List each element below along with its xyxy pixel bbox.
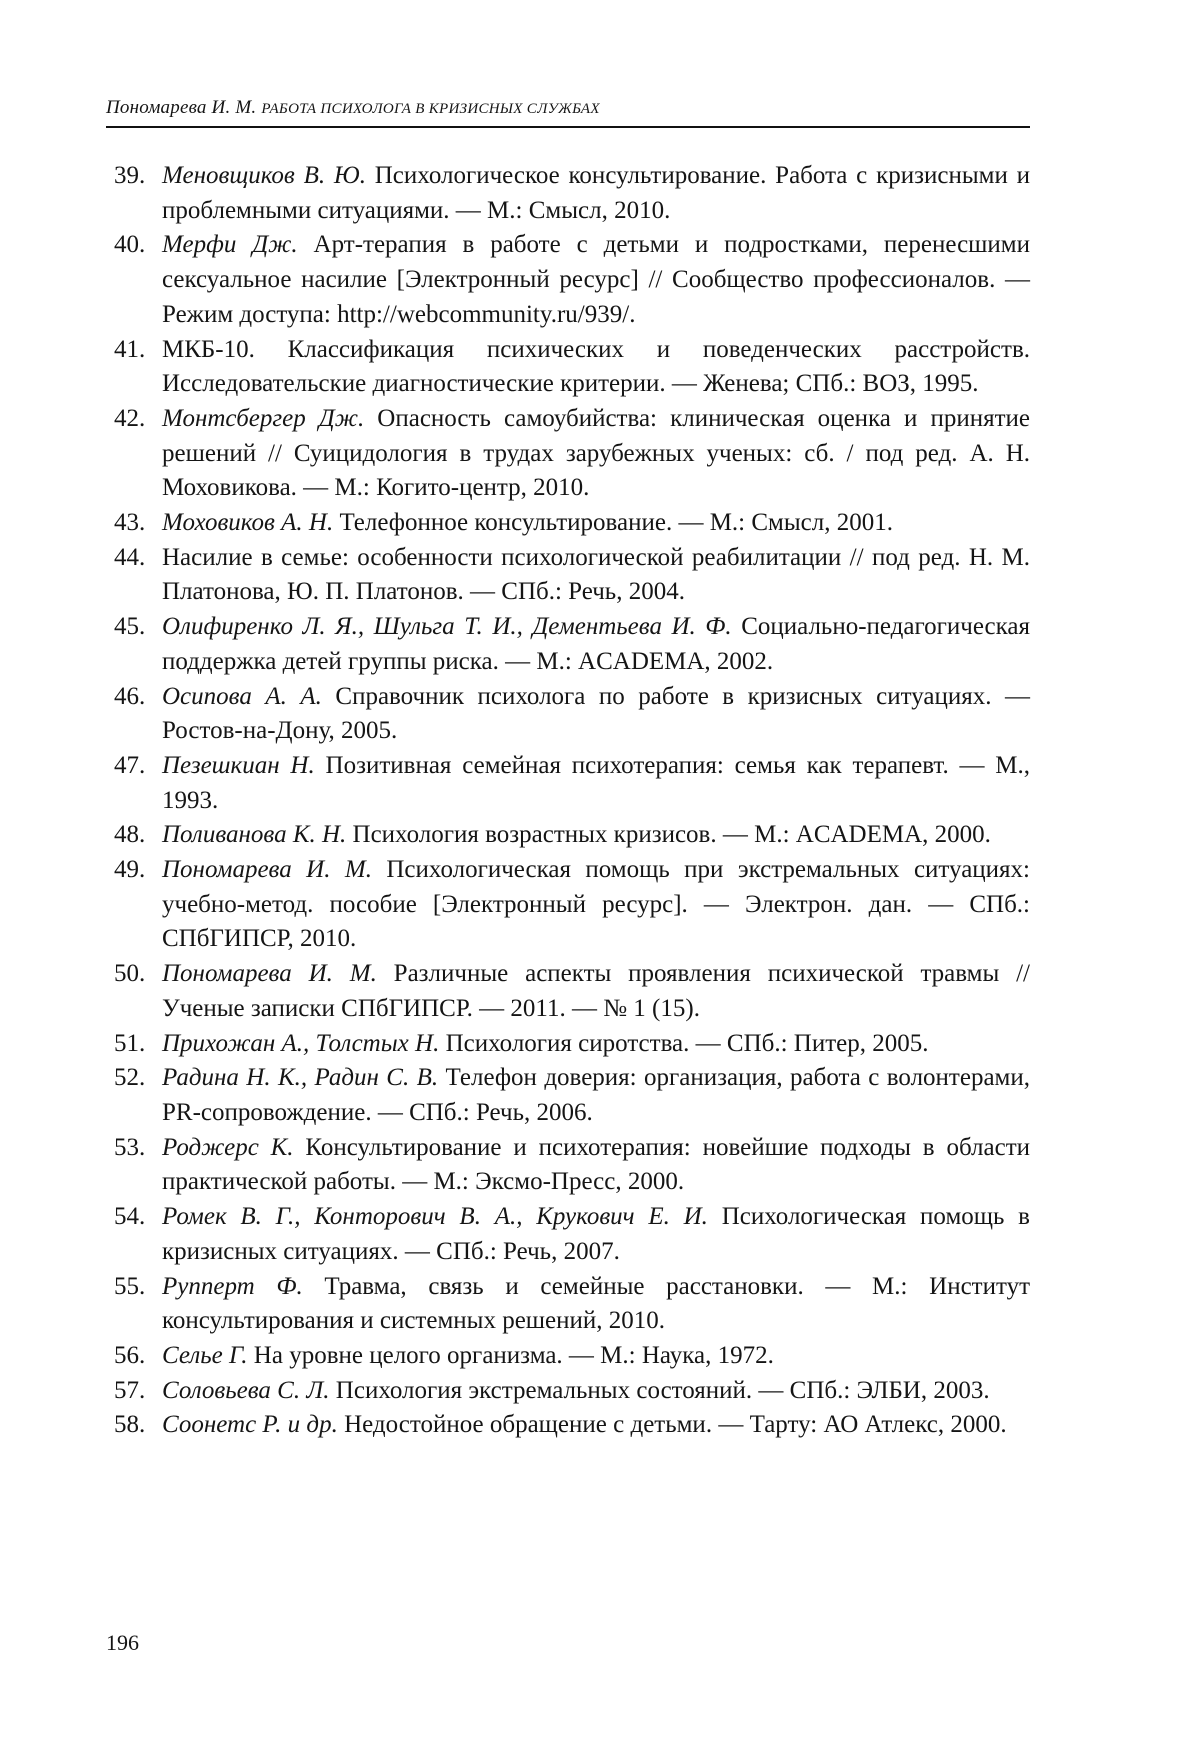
bibliography-entry [106, 1374, 1030, 1409]
entry-text: Психология сиротства. — СПб.: Питер, 2005. [439, 1029, 929, 1057]
entry-author: Рупперт Ф. [162, 1272, 303, 1300]
entry-number: 52. [114, 1064, 146, 1092]
entry-number: 44. [114, 543, 146, 571]
entry-author: Меновщиков В. Ю. [162, 162, 366, 189]
entry-text: Арт-терапия в работе с детьми и подростками, перенесшими сексуальное насилие [Электронный ресурс] // Сообщество профессионалов. — Режим доступа: http://webcommunity.ru/939/. [162, 231, 1030, 328]
bibliography-entry [106, 402, 1030, 506]
entry-number: 53. [114, 1133, 146, 1161]
bibliography-entry [106, 957, 1030, 1026]
bibliography-entry [106, 680, 1030, 749]
bibliography-entry [106, 818, 1030, 853]
entry-text: Опасность самоубийства: клиническая оценка и принятие решений // Суицидология в трудах зарубежных ученых: сб. / под ред. А. Н. Моховикова. — М.: Когито-центр, 2010. [162, 404, 1030, 502]
entry-number: 55. [114, 1272, 146, 1300]
entry-text: На уровне целого организма. — М.: Наука, 1972. [247, 1341, 774, 1369]
bibliography-entry [106, 1131, 1030, 1200]
entry-number: 57. [114, 1376, 146, 1404]
entry-number: 43. [114, 509, 146, 537]
entry-text: Психологическая помощь в кризисных ситуациях. — СПб.: Речь, 2007. [162, 1203, 1030, 1265]
bibliography-entry [106, 749, 1030, 818]
bibliography-entry [106, 228, 1030, 332]
entry-number: 39. [114, 162, 146, 189]
entry-author: Ромек В. Г., Конторович В. А., Крукович Е. И. [162, 1203, 708, 1231]
entry-text: Психологическое консультирование. Работа с кризисными и проблемными ситуациями. — М.: Смысл, 2010. [162, 162, 1030, 224]
entry-number: 56. [114, 1341, 146, 1369]
entry-author: Мерфи Дж. [162, 231, 298, 259]
bibliography-entry [106, 1200, 1030, 1269]
entry-number: 49. [114, 856, 146, 884]
entry-author: Селье Г. [162, 1341, 248, 1369]
header-title: РАБОТА ПСИХОЛОГА В КРИЗИСНЫХ СЛУЖБАХ [261, 101, 600, 117]
entry-text: Психологическая помощь при экстремальных ситуациях: учебно-метод. пособие [Электронный ресурс]. — Электрон. дан. — СПб.: СПбГИПСР, 2010. [162, 856, 1030, 953]
page-number: 196 [106, 1630, 139, 1655]
bibliography-entry [106, 1408, 1030, 1443]
entry-number: 54. [114, 1203, 146, 1231]
entry-author: Прихожан А., Толстых Н. [162, 1029, 440, 1057]
entry-author: Соонетс Р. и др. [162, 1411, 338, 1439]
bibliography-entry [106, 1339, 1030, 1374]
bibliography-entry [106, 1061, 1030, 1130]
entry-author: Соловьева С. Л. [162, 1376, 330, 1404]
entry-number: 47. [114, 751, 146, 779]
entry-number: 50. [114, 960, 146, 988]
bibliography-entry [106, 159, 1030, 228]
entry-author: Пезешкиан Н. [162, 751, 315, 779]
entry-text: Психология экстремальных состояний. — СПб.: ЭЛБИ, 2003. [329, 1376, 990, 1404]
bibliography-list [106, 159, 1030, 1443]
entry-text: Телефон доверия: организация, работа с волонтерами, PR-сопровождение. — СПб.: Речь, 2006. [162, 1064, 1030, 1126]
bibliography-entry [106, 610, 1030, 679]
entry-number: 51. [114, 1029, 146, 1057]
entry-text: Насилие в семье: особенности психологической реабилитации // под ред. Н. М. Платонова, Ю. П. Платонов. — СПб.: Речь, 2004. [162, 543, 1030, 606]
entry-number: 48. [114, 821, 146, 849]
bibliography-entry [106, 1027, 1030, 1062]
bibliography-entry [106, 506, 1030, 541]
bibliography-entry [106, 541, 1030, 610]
entry-number: 58. [114, 1411, 146, 1439]
entry-author: Пономарева И. М. [162, 960, 377, 988]
entry-author: Моховиков А. Н. [162, 509, 334, 537]
entry-author: Поливанова К. Н. [162, 821, 347, 849]
entry-author: Роджерс К. [162, 1133, 294, 1161]
entry-number: 46. [114, 682, 146, 710]
bibliography-entry [106, 853, 1030, 957]
entry-author: Олифиренко Л. Я., Шульга Т. И., Дементьева И. Ф. [162, 613, 732, 641]
entry-number: 45. [114, 613, 146, 641]
entry-number: 40. [114, 231, 146, 259]
entry-text: Консультирование и психотерапия: новейшие подходы в области практической работы. — М.: Эксмо-Пресс, 2000. [162, 1133, 1031, 1196]
entry-number: 42. [114, 404, 146, 432]
entry-text: Психология возрастных кризисов. — М.: ACADEMA, 2000. [346, 821, 991, 849]
header-divider [106, 126, 1030, 128]
entry-author: Радина Н. К., Радин С. В. [162, 1064, 439, 1092]
entry-author: Осипова А. А. [162, 682, 322, 710]
entry-number: 41. [114, 335, 146, 363]
entry-text: Телефонное консультирование. — М.: Смысл, 2001. [333, 509, 893, 537]
entry-text: Травма, связь и семейные расстановки. — М.: Институт консультирования и системных решений, 2010. [162, 1272, 1030, 1335]
header-author: Пономарева И. М. [106, 97, 257, 118]
entry-text: МКБ-10. Классификация психических и поведенческих расстройств. Исследовательские диагностические критерии. — Женева; СПб.: ВОЗ, 1995. [162, 335, 1030, 398]
entry-text: Различные аспекты проявления психической травмы // Ученые записки СПбГИПСР. — 2011. — № 1 (15). [162, 960, 1031, 1022]
bibliography-entry [106, 333, 1030, 402]
entry-text: Справочник психолога по работе в кризисных ситуациях. — Ростов-на-Дону, 2005. [162, 682, 1031, 745]
entry-author: Монтсбергер Дж. [162, 404, 365, 432]
bibliography-entry [106, 1270, 1030, 1339]
entry-author: Пономарева И. М. [162, 856, 372, 884]
running-header [106, 97, 1030, 119]
entry-text: Позитивная семейная психотерапия: семья как терапевт. — М., 1993. [162, 751, 1031, 814]
entry-text: Недостойное обращение с детьми. — Тарту: АО Атлекс, 2000. [337, 1411, 1007, 1439]
entry-text: Социально-педагогическая поддержка детей группы риска. — М.: ACADEMA, 2002. [162, 613, 1031, 675]
